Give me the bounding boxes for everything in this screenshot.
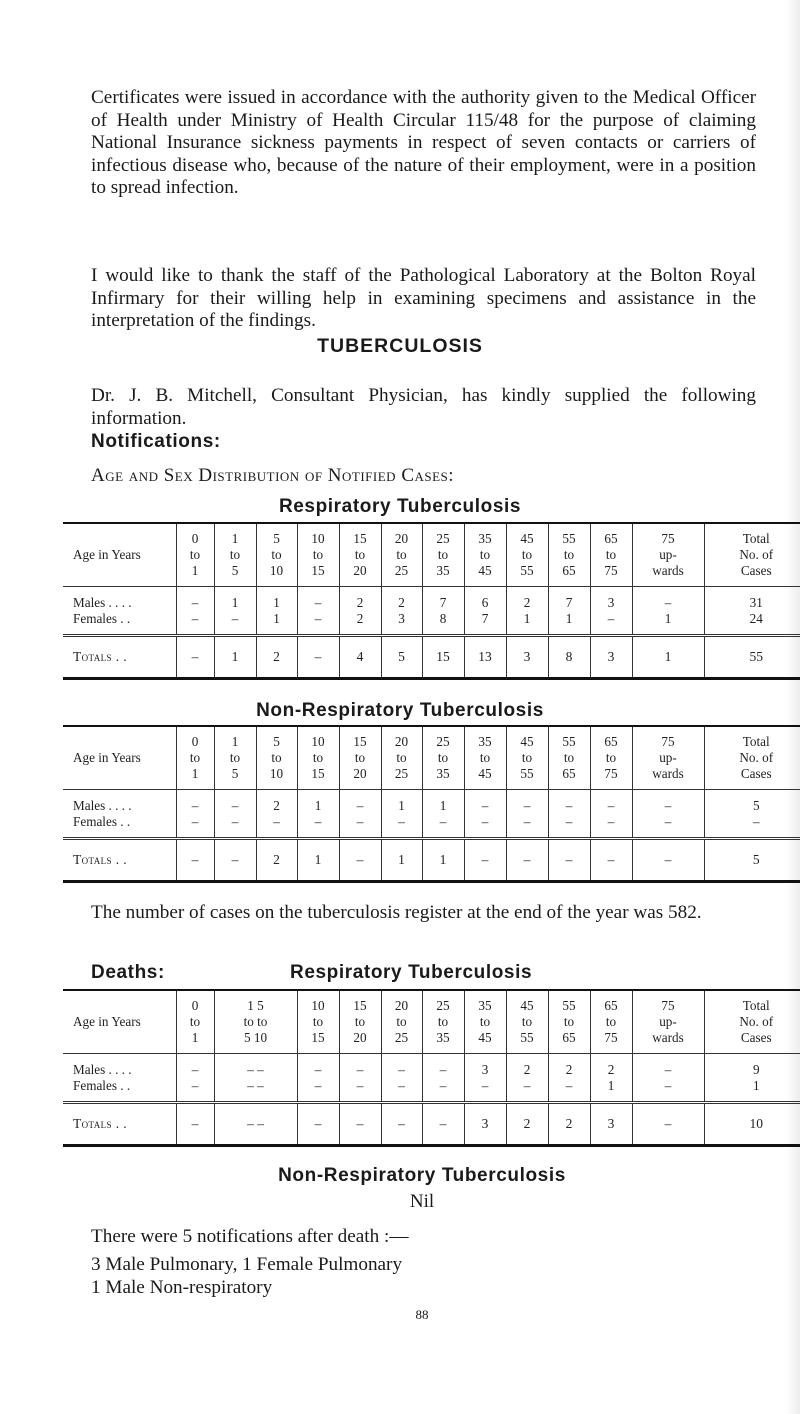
totals-value-cell: 3 [590,636,632,679]
supplied-by-text: Dr. J. B. Mitchell, Consultant Physician, has kindly supplied the following information. [91,385,756,429]
totals-value-cell: – [297,1103,339,1146]
age-group-header: 20 to 25 [381,523,422,587]
males-label: Males . . . . [73,1062,132,1077]
females-value-cell: 1 [506,611,548,636]
females-value-cell: – [422,814,464,839]
age-group-header: 45 to 55 [506,990,548,1054]
males-value-cell: 2 [548,1054,590,1079]
females-row [63,814,800,839]
resp-notif-header [63,523,800,587]
totals-value-cell: 8 [548,636,590,679]
age-group-header: 75 up- wards [632,726,704,790]
males-value-cell: – [590,790,632,815]
age-group-header: 15 to 20 [339,726,381,790]
total-cases-header: Total No. of Cases [704,990,800,1054]
nonresp-deaths-value: Nil [409,1191,435,1212]
age-in-years-header: Age in Years [73,547,141,562]
totals-value-cell: – [422,1103,464,1146]
males-value-cell: 6 [464,587,506,612]
age-group-header: 65 to 75 [590,990,632,1054]
females-value-cell: 1 [590,1078,632,1103]
males-value-cell: 1 [214,587,256,612]
females-value-cell: – [381,1078,422,1103]
intro-paragraph-1: Certificates were issued in accordance with the authority given to the Medical Officer of Health under Ministry of Health Circular 115/48 for the purpose of claiming National Insurance sickness payments in respect of seven contacts or carriers of infectious disease who, because of the nature of their employment, were in a position to spread infection. [91,87,756,198]
males-value-cell: – [214,790,256,815]
males-value-cell: – [464,790,506,815]
females-value-cell: 3 [381,611,422,636]
age-group-header: 65 to 75 [590,523,632,587]
females-value-cell: 7 [464,611,506,636]
notifications-label: Notifications: [91,431,221,452]
after-death-line-2: 3 Male Pulmonary, 1 Female Pulmonary [91,1254,403,1275]
age-group-header: 55 to 65 [548,990,590,1054]
totals-value-cell: – [176,1103,214,1146]
register-text: The number of cases on the tuberculosis register at the end of the year was 582. [91,902,702,923]
age-group-header: 1 to 5 [214,523,256,587]
males-value-cell: 2 [339,587,381,612]
age-group-header: 5 to 10 [256,523,297,587]
females-value-cell: – [176,1078,214,1103]
males-value-cell: – – [214,1054,297,1079]
males-value-cell: 1 [381,790,422,815]
totals-value-cell: – [464,839,506,882]
age-group-header: 35 to 45 [464,990,506,1054]
section-title: TUBERCULOSIS [317,335,483,357]
age-group-header: 0 to 1 [176,523,214,587]
males-label: Males . . . . [73,798,132,813]
totals-row [63,839,800,882]
age-group-header: 5 to 10 [256,726,297,790]
totals-value-cell: 2 [506,1103,548,1146]
age-group-header: 20 to 25 [381,990,422,1054]
age-group-header: 10 to 15 [297,523,339,587]
males-value-cell: – [339,790,381,815]
resp-notif-table [63,522,800,680]
totals-value-cell: – [339,1103,381,1146]
females-value-cell: – [176,814,214,839]
females-value-cell: – [339,1078,381,1103]
females-label: Females . . [73,1078,131,1093]
nonresp-deaths-title: Non-Respiratory Tuberculosis [278,1165,566,1186]
females-total-cell: 24 [704,611,800,636]
totals-value-cell: – [632,839,704,882]
males-row [63,790,800,815]
totals-value-cell: – [339,839,381,882]
females-value-cell: – [256,814,297,839]
age-group-header: 25 to 35 [422,990,464,1054]
totals-value-cell: 3 [464,1103,506,1146]
totals-value-cell: – [548,839,590,882]
page-number: 88 [415,1307,429,1322]
males-value-cell: 3 [590,587,632,612]
totals-value-cell: 1 [632,636,704,679]
females-value-cell: – [548,814,590,839]
age-group-header: 1 5 to to 5 10 [214,990,297,1054]
totals-value-cell: 3 [590,1103,632,1146]
males-value-cell: 1 [422,790,464,815]
header-row [63,990,800,1054]
males-value-cell: 2 [381,587,422,612]
totals-value-cell: 1 [381,839,422,882]
age-group-header: 15 to 20 [339,990,381,1054]
totals-value-cell: 2 [256,636,297,679]
females-value-cell: – [464,814,506,839]
total-cases-header: Total No. of Cases [704,726,800,790]
age-group-header: 0 to 1 [176,726,214,790]
females-value-cell: 1 [632,611,704,636]
females-value-cell: – [632,814,704,839]
age-group-header: 45 to 55 [506,523,548,587]
females-value-cell: – [214,814,256,839]
age-group-header: 45 to 55 [506,726,548,790]
header-row [63,726,800,790]
header-row [63,523,800,587]
total-cases-header: Total No. of Cases [704,523,800,587]
females-label: Females . . [73,611,131,626]
resp-deaths-table [63,989,800,1147]
resp-notif-title: Respiratory Tuberculosis [278,496,522,517]
males-value-cell: 1 [256,587,297,612]
totals-value-cell: – – [214,1103,297,1146]
females-value-cell: – [381,814,422,839]
totals-total-cell: 55 [704,636,800,679]
females-total-cell: 1 [704,1078,800,1103]
males-value-cell: – [339,1054,381,1079]
females-value-cell: – – [214,1078,297,1103]
totals-value-cell: 1 [297,839,339,882]
males-value-cell: – [632,587,704,612]
totals-label: Totals . . [73,649,128,664]
totals-value-cell: 2 [548,1103,590,1146]
males-value-cell: – [632,1054,704,1079]
totals-value-cell: – [632,1103,704,1146]
totals-value-cell: – [590,839,632,882]
age-group-header: 35 to 45 [464,726,506,790]
age-group-header: 0 to 1 [176,990,214,1054]
age-in-years-header: Age in Years [73,750,141,765]
males-total-cell: 31 [704,587,800,612]
totals-row [63,636,800,679]
males-total-cell: 5 [704,790,800,815]
males-value-cell: 7 [548,587,590,612]
males-value-cell: – [297,1054,339,1079]
females-value-cell: 8 [422,611,464,636]
females-value-cell: – [297,814,339,839]
males-value-cell: – [422,1054,464,1079]
totals-value-cell: 3 [506,636,548,679]
totals-value-cell: 1 [214,636,256,679]
females-value-cell: – [297,611,339,636]
males-value-cell: – [506,790,548,815]
males-value-cell: 2 [506,1054,548,1079]
totals-value-cell: – [297,636,339,679]
age-group-header: 55 to 65 [548,726,590,790]
age-group-header: 10 to 15 [297,990,339,1054]
nonresp-notif-title: Non-Respiratory Tuberculosis [256,700,544,721]
age-group-header: 55 to 65 [548,523,590,587]
males-value-cell: 1 [297,790,339,815]
totals-total-cell: 5 [704,839,800,882]
males-value-cell: 7 [422,587,464,612]
totals-value-cell: 4 [339,636,381,679]
males-row [63,1054,800,1079]
age-group-header: 10 to 15 [297,726,339,790]
females-value-cell: – [464,1078,506,1103]
distribution-label: Age and Sex Distribution of Notified Cases: [91,465,455,486]
age-group-header: 75 up- wards [632,990,704,1054]
totals-label: Totals . . [73,852,128,867]
totals-value-cell: – [176,839,214,882]
totals-value-cell: 2 [256,839,297,882]
resp-deaths-title: Respiratory Tuberculosis [290,962,533,983]
age-group-header: 75 up- wards [632,523,704,587]
females-value-cell: – [506,1078,548,1103]
females-label: Females . . [73,814,131,829]
nonresp-notif-table [63,725,800,883]
males-value-cell: – [632,790,704,815]
age-group-header: 25 to 35 [422,726,464,790]
males-value-cell: – [381,1054,422,1079]
totals-value-cell: – [506,839,548,882]
females-value-cell: – [297,1078,339,1103]
males-value-cell: – [176,1054,214,1079]
totals-value-cell: 15 [422,636,464,679]
totals-total-cell: 10 [704,1103,800,1146]
intro-paragraph-2: I would like to thank the staff of the Pathological Laboratory at the Bolton Royal Infirmary for their willing help in examining specimens and assistance in the interpretation of the findings. [91,265,756,331]
totals-value-cell: 5 [381,636,422,679]
females-value-cell: – [590,611,632,636]
totals-row [63,1103,800,1146]
males-value-cell: 3 [464,1054,506,1079]
deaths-label: Deaths: [91,962,165,983]
females-row [63,1078,800,1103]
males-value-cell: – [176,587,214,612]
totals-value-cell: – [176,636,214,679]
females-value-cell: 1 [548,611,590,636]
age-group-header: 25 to 35 [422,523,464,587]
males-value-cell: – [176,790,214,815]
age-group-header: 15 to 20 [339,523,381,587]
age-group-header: 35 to 45 [464,523,506,587]
females-row [63,611,800,636]
females-total-cell: – [704,814,800,839]
females-value-cell: – [422,1078,464,1103]
females-value-cell: 2 [339,611,381,636]
females-value-cell: 1 [256,611,297,636]
age-in-years-header: Age in Years [73,1014,141,1029]
age-group-header: 1 to 5 [214,726,256,790]
males-value-cell: 2 [256,790,297,815]
age-group-header: 65 to 75 [590,726,632,790]
after-death-line-3: 1 Male Non-respiratory [91,1277,273,1298]
totals-value-cell: – [214,839,256,882]
age-group-header: 20 to 25 [381,726,422,790]
females-value-cell: – [176,611,214,636]
nonresp-notif-header [63,726,800,790]
males-total-cell: 9 [704,1054,800,1079]
totals-label: Totals . . [73,1116,128,1131]
males-value-cell: 2 [590,1054,632,1079]
females-value-cell: – [339,814,381,839]
males-label: Males . . . . [73,595,132,610]
males-row [63,587,800,612]
females-value-cell: – [632,1078,704,1103]
totals-value-cell: 13 [464,636,506,679]
females-value-cell: – [590,814,632,839]
totals-value-cell: 1 [422,839,464,882]
males-value-cell: – [548,790,590,815]
females-value-cell: – [214,611,256,636]
after-death-line-1: There were 5 notifications after death :— [91,1226,409,1247]
males-value-cell: 2 [506,587,548,612]
resp-deaths-header [63,990,800,1054]
totals-value-cell: – [381,1103,422,1146]
females-value-cell: – [548,1078,590,1103]
females-value-cell: – [506,814,548,839]
males-value-cell: – [297,587,339,612]
